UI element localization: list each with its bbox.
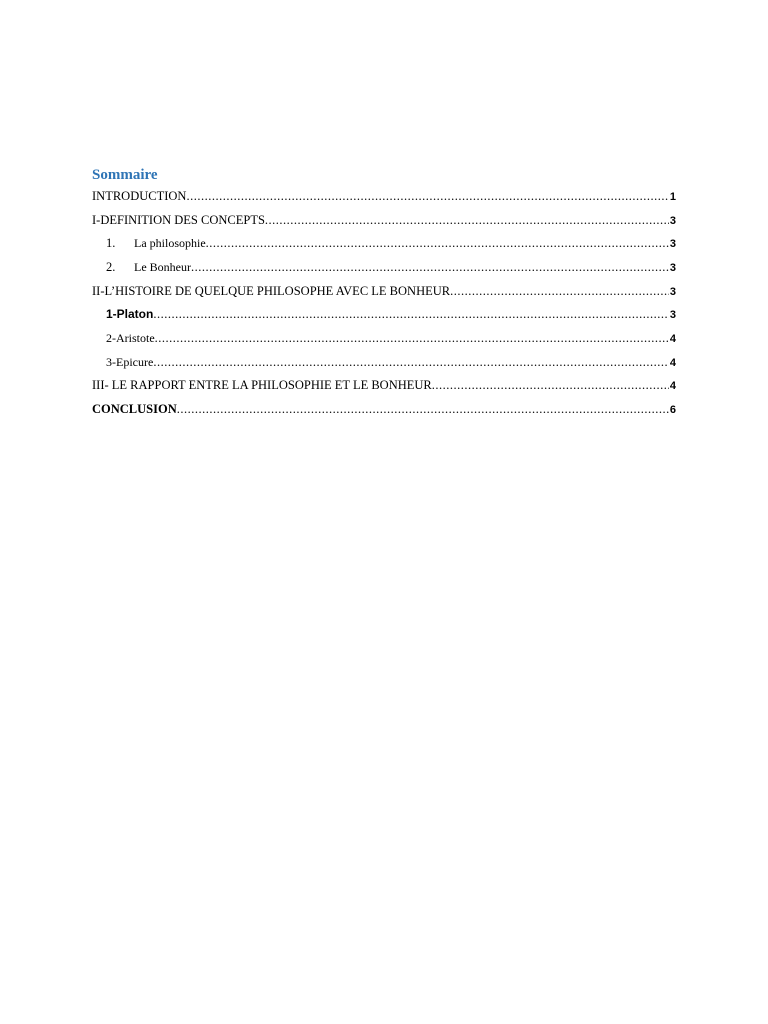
toc-entry-conclusion[interactable] xyxy=(92,400,676,418)
toc-entry-label: Le Bonheur xyxy=(134,260,191,274)
toc-entry-label: II-L’HISTOIRE DE QUELQUE PHILOSOPHE AVEC LE BONHEUR xyxy=(92,284,451,298)
toc-entry-page: 1 xyxy=(669,191,676,203)
toc-entry-la-philosophie[interactable] xyxy=(92,234,676,252)
dot-leader xyxy=(191,258,669,276)
dot-leader xyxy=(177,400,669,418)
dot-leader xyxy=(432,376,669,394)
toc-entry-label: 2-Aristote xyxy=(106,331,155,345)
dot-leader xyxy=(155,329,669,347)
toc-entry-histoire-philosophe[interactable] xyxy=(92,282,676,300)
toc-entry-label: III- LE RAPPORT ENTRE LA PHILOSOPHIE ET LE BONHEUR xyxy=(92,378,432,392)
toc-entry-page: 6 xyxy=(669,404,676,416)
toc-entry-label: CONCLUSION xyxy=(92,402,177,416)
toc-entry-page: 4 xyxy=(669,357,676,369)
toc-entry-label: La philosophie xyxy=(134,236,206,250)
toc-entry-rapport[interactable] xyxy=(92,376,676,394)
toc-entry-number: 1. xyxy=(106,236,116,250)
toc-entry-le-bonheur[interactable] xyxy=(92,258,676,276)
dot-leader xyxy=(265,211,669,229)
dot-leader xyxy=(450,282,669,300)
toc-entry-label: INTRODUCTION xyxy=(92,189,187,203)
toc-entry-label: I-DEFINITION DES CONCEPTS xyxy=(92,213,265,227)
toc-entry-page: 3 xyxy=(669,262,676,274)
toc-entry-page: 3 xyxy=(669,238,676,250)
toc-entry-page: 3 xyxy=(669,309,676,321)
toc-entry-label: 1-Platon xyxy=(106,307,154,321)
toc-entry-page: 4 xyxy=(669,380,676,392)
toc-title: Sommaire xyxy=(92,167,158,183)
toc-entry-epicure[interactable] xyxy=(92,353,676,371)
toc-entry-number: 2. xyxy=(106,260,116,274)
toc-entry-definition-des-concepts[interactable] xyxy=(92,211,676,229)
toc-entry-aristote[interactable] xyxy=(92,329,676,347)
toc-entry-introduction[interactable] xyxy=(92,187,676,205)
dot-leader xyxy=(153,353,669,371)
toc-entry-label: 3-Epicure xyxy=(106,355,154,369)
toc-entry-page: 3 xyxy=(669,215,676,227)
table-of-contents xyxy=(92,165,676,416)
dot-leader xyxy=(186,187,668,205)
toc-entry-page: 4 xyxy=(669,333,676,345)
dot-leader xyxy=(206,234,669,252)
toc-entry-page: 3 xyxy=(669,286,676,298)
toc-entry-platon[interactable] xyxy=(92,305,676,323)
dot-leader xyxy=(153,305,669,323)
